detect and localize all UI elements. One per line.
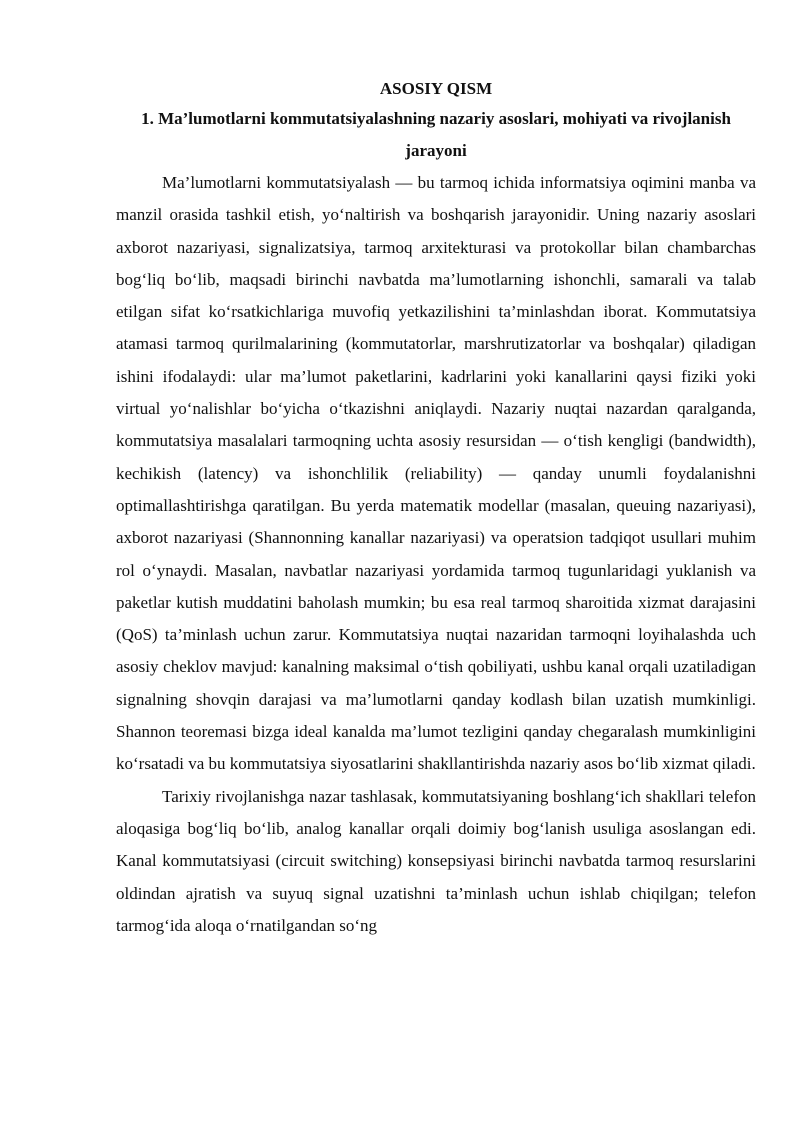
- paragraph-1: Ma’lumotlarni kommutatsiyalash — bu tarmoq ichida informatsiya oqimini manba va manzil orasida tashkil etish, yo‘naltirish va boshqarish jarayonidir. Uning nazariy asoslari axborot nazariyasi, signalizatsiya, tarmoq arxitekturasi va protokollar bilan chambarchas bog‘liq bo‘lib, maqsadi birinchi navbatda ma’lumotlarning ishonchli, samarali va talab etilgan sifat ko‘rsatkichlariga muvofiq yetkazilishini ta’minlashdan iborat. Kommutatsiya atamasi tarmoq qurilmalarining (kommutatorlar, marshrutizatorlar va boshqalar) qiladigan ishini ifodalaydi: ular ma’lumot paketlarini, kadrlarini yoki kanallarini qaysi fiziki yoki virtual yo‘nalishlar bo‘yicha o‘tkazishni aniqlaydi. Nazariy nuqtai nazardan qaralganda, kommutatsiya masalalari tarmoqning uchta asosiy resursidan — o‘tish kengligi (bandwidth), kechikish (latency) va ishonchlilik (reliability) — qanday unumli foydalanishni optimallashtirishga qaratilgan. Bu yerda matematik modellar (masalan, queuing nazariyasi), axborot nazariyasi (Shannonning kanallar nazariyasi) va operatsion tadqiqot usullari muhim rol o‘ynaydi. Masalan, navbatlar nazariyasi yordamida tarmoq tugunlaridagi yuklanish va paketlar kutish muddatini baholash mumkin; bu esa real tarmoq sharoitida xizmat darajasini (QoS) ta’minlash uchun zarur. Kommutatsiya nuqtai nazaridan tarmoqni loyihalashda uch asosiy cheklov mavjud: kanalning maksimal o‘tish qobiliyati, ushbu kanal orqali uzatiladigan signalning shovqin darajasi va ma’lumotlarni qanday kodlash bilan uzatish mumkinligi. Shannon teoremasi bizga ideal kanalda ma’lumot tezligini qanday chegaralash mumkinligini ko‘rsatadi va bu kommutatsiya siyosatlarini shakllantirishda nazariy asos bo‘lib xizmat qiladi.: [116, 173, 756, 774]
- section-heading: ASOSIY QISM: [379, 79, 493, 98]
- paragraph-2: Tarixiy rivojlanishga nazar tashlasak, kommutatsiyaning boshlang‘ich shakllari telefon aloqasiga bog‘liq bo‘lib, analog kanallar orqali doimiy bog‘lanish usuliga asoslangan edi. Kanal kommutatsiyasi (circuit switching) konsepsiyasi birinchi navbatda tarmoq resurslarini oldindan ajratish va suyuq signal uzatishni ta’minlash uchun ishlab chiqilgan; telefon tarmog‘ida aloqa o‘rnatilgandan so‘ng: [116, 786, 756, 935]
- chapter-title: 1. Ma’lumotlarni kommutatsiyalashning nazariy asoslari, mohiyati va rivojlanish jarayoni: [141, 109, 731, 160]
- page-content: [116, 74, 756, 942]
